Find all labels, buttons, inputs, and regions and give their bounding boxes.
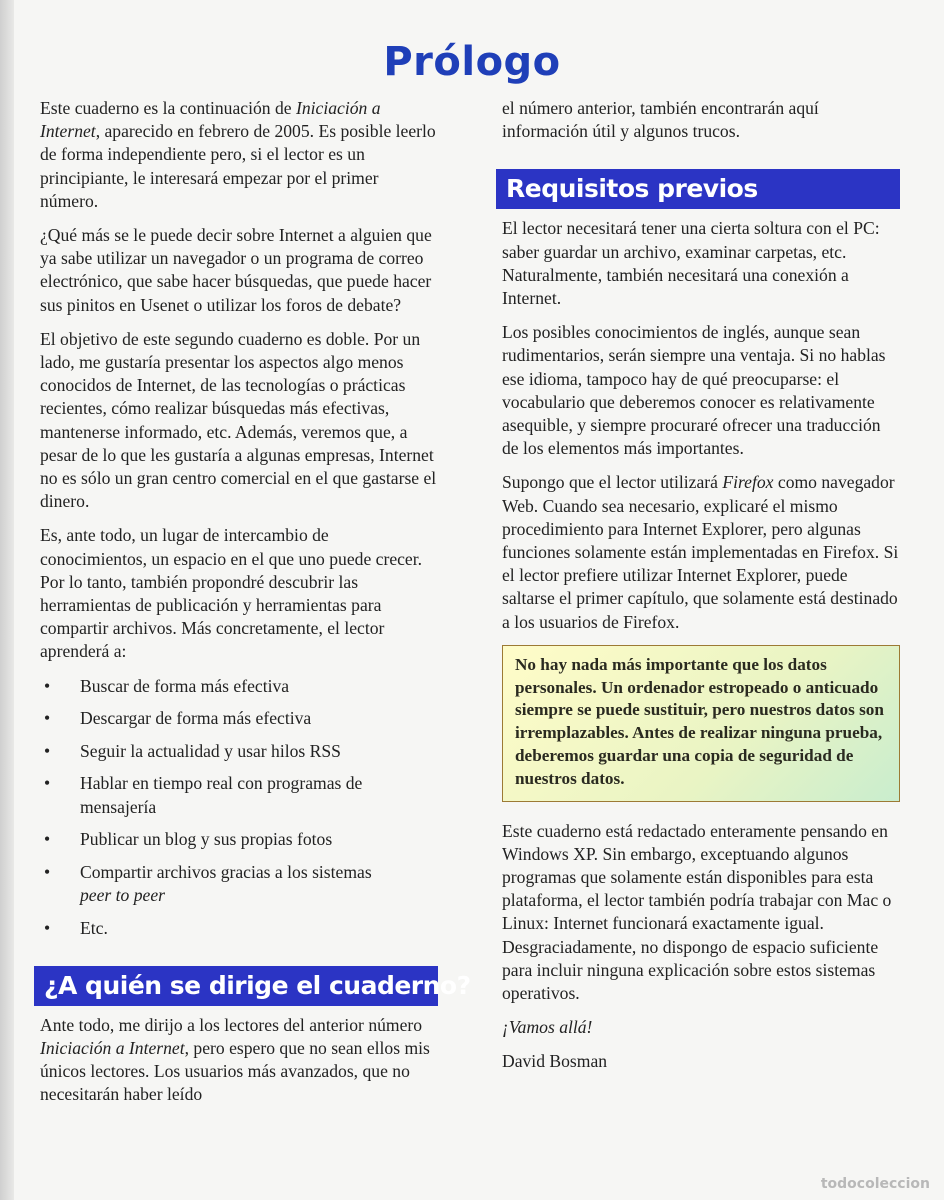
question-paragraph: ¿Qué más se le puede decir sobre Internet a alguien que ya sabe utilizar un navegador o un programa de correo electrónico, que sabe hacer búsquedas, que puede hacer sus pinitos en Usenet o utilizar los foros de debate? [40,225,432,315]
windows-paragraph: Este cuaderno está redactado enteramente pensando en Windows XP. Sin embargo, exceptuando algunos programas que solamente están disponibles para esta plataforma, el lector también podría trabajar con Mac o Linux: Internet funcionará exactamente igual. Desgraciadamente, no dispongo de espacio suficiente para incluir ninguna explicación sobre estos sistemas operativos. [502,820,892,1004]
intro-paragraph: Este cuaderno es la continuación de Iniciación a Internet, aparecido en febrero de 2005. Es posible leerlo de forma independiente pero, si el lector es un principiante, le interesará empezar por el primer número. [40,98,436,211]
section-heading-requirements: Requisitos previos [496,169,900,209]
list-item: • Etc. [40,917,438,940]
list-item: • Publicar un blog y sus propias fotos [40,828,438,851]
requirements-paragraph: El lector necesitará tener una cierta soltura con el PC: saber guardar un archivo, examinar carpetas, etc. Naturalmente, también necesitará una conexión a Internet. [502,218,880,309]
closing-line: ¡Vamos allá! [502,1017,593,1038]
browser-paragraph: Supongo que el lector utilizará Firefox como navegador Web. Cuando sea necesario, explicaré el mismo procedimiento para Internet Explorer, pero algunas funciones solamente están implementadas en Firefox. Si el lector prefiere utilizar Internet Explorer, puede saltarse el primer capítulo, que solamente está destinado a los usuarios de Firefox. [502,472,899,632]
list-item: • Descargar de forma más efectiva [40,707,438,730]
learning-list [40,675,438,940]
list-item: • Seguir la actualidad y usar hilos RSS [40,740,438,763]
exchange-paragraph: Es, ante todo, un lugar de intercambio de conocimientos, un espacio en el que uno puede crecer. Por lo tanto, también propondré descubrir las herramientas de publicación y herramientas para compartir archivos. Más concretamente, el lector aprenderá a: [40,525,423,662]
watermark: todocoleccion [820,1176,930,1192]
continuation-paragraph: el número anterior, también encontrarán aquí información útil y algunos trucos. [502,98,819,142]
book-title-italic: Iniciación a Internet [40,98,381,142]
list-item: • Hablar en tiempo real con programas de mensajería [40,772,438,818]
right-column [502,97,900,1085]
page-title: Prólogo [383,38,561,85]
audience-paragraph: Ante todo, me dirijo a los lectores del anterior número Iniciación a Internet, pero espero que no sean ellos mis únicos lectores. Los usuarios más avanzados, que no necesitarán haber leído [40,1014,430,1105]
objective-paragraph: El objetivo de este segundo cuaderno es doble. Por un lado, me gustaría presentar los aspectos algo menos conocidos de Internet, de las tecnologías o prácticas recientes, cómo realizar búsquedas más efectivas, mantenerse informado, etc. Además, veremos que, a pesar de lo que les gustaría a algunas empresas, Internet no es sólo un gran centro comercial en el que gastarse el dinero. [40,328,437,512]
section-heading-audience: ¿A quién se dirige el cuaderno? [34,966,438,1006]
author-signature: David Bosman [502,1051,608,1072]
left-column [40,97,471,1118]
page-edge-shadow [0,0,14,1200]
list-item: • Compartir archivos gracias a los sistemas peer to peer [40,861,438,907]
list-item-italic: peer to peer [80,885,166,906]
list-item: • Buscar de forma más efectiva [40,675,438,698]
english-paragraph: Los posibles conocimientos de inglés, aunque sean rudimentarios, serán siempre una ventaja. Si no hablas ese idioma, tampoco hay de qué preocuparse: el vocabulario que deberemos conocer es relativamente asequible, y siempre procuraré ofrecer una traducción de los elementos más importantes. [502,322,886,459]
book-title-italic: Iniciación a Internet [40,1038,185,1059]
firefox-italic: Firefox [722,472,774,493]
backup-warning-box: No hay nada más importante que los datos personales. Un ordenador estropeado o anticuado siempre se puede sustituir, pero nuestros datos son irremplazables. Antes de realizar ninguna prueba, deberemos guardar una copia de seguridad de nuestros datos. [502,645,900,802]
